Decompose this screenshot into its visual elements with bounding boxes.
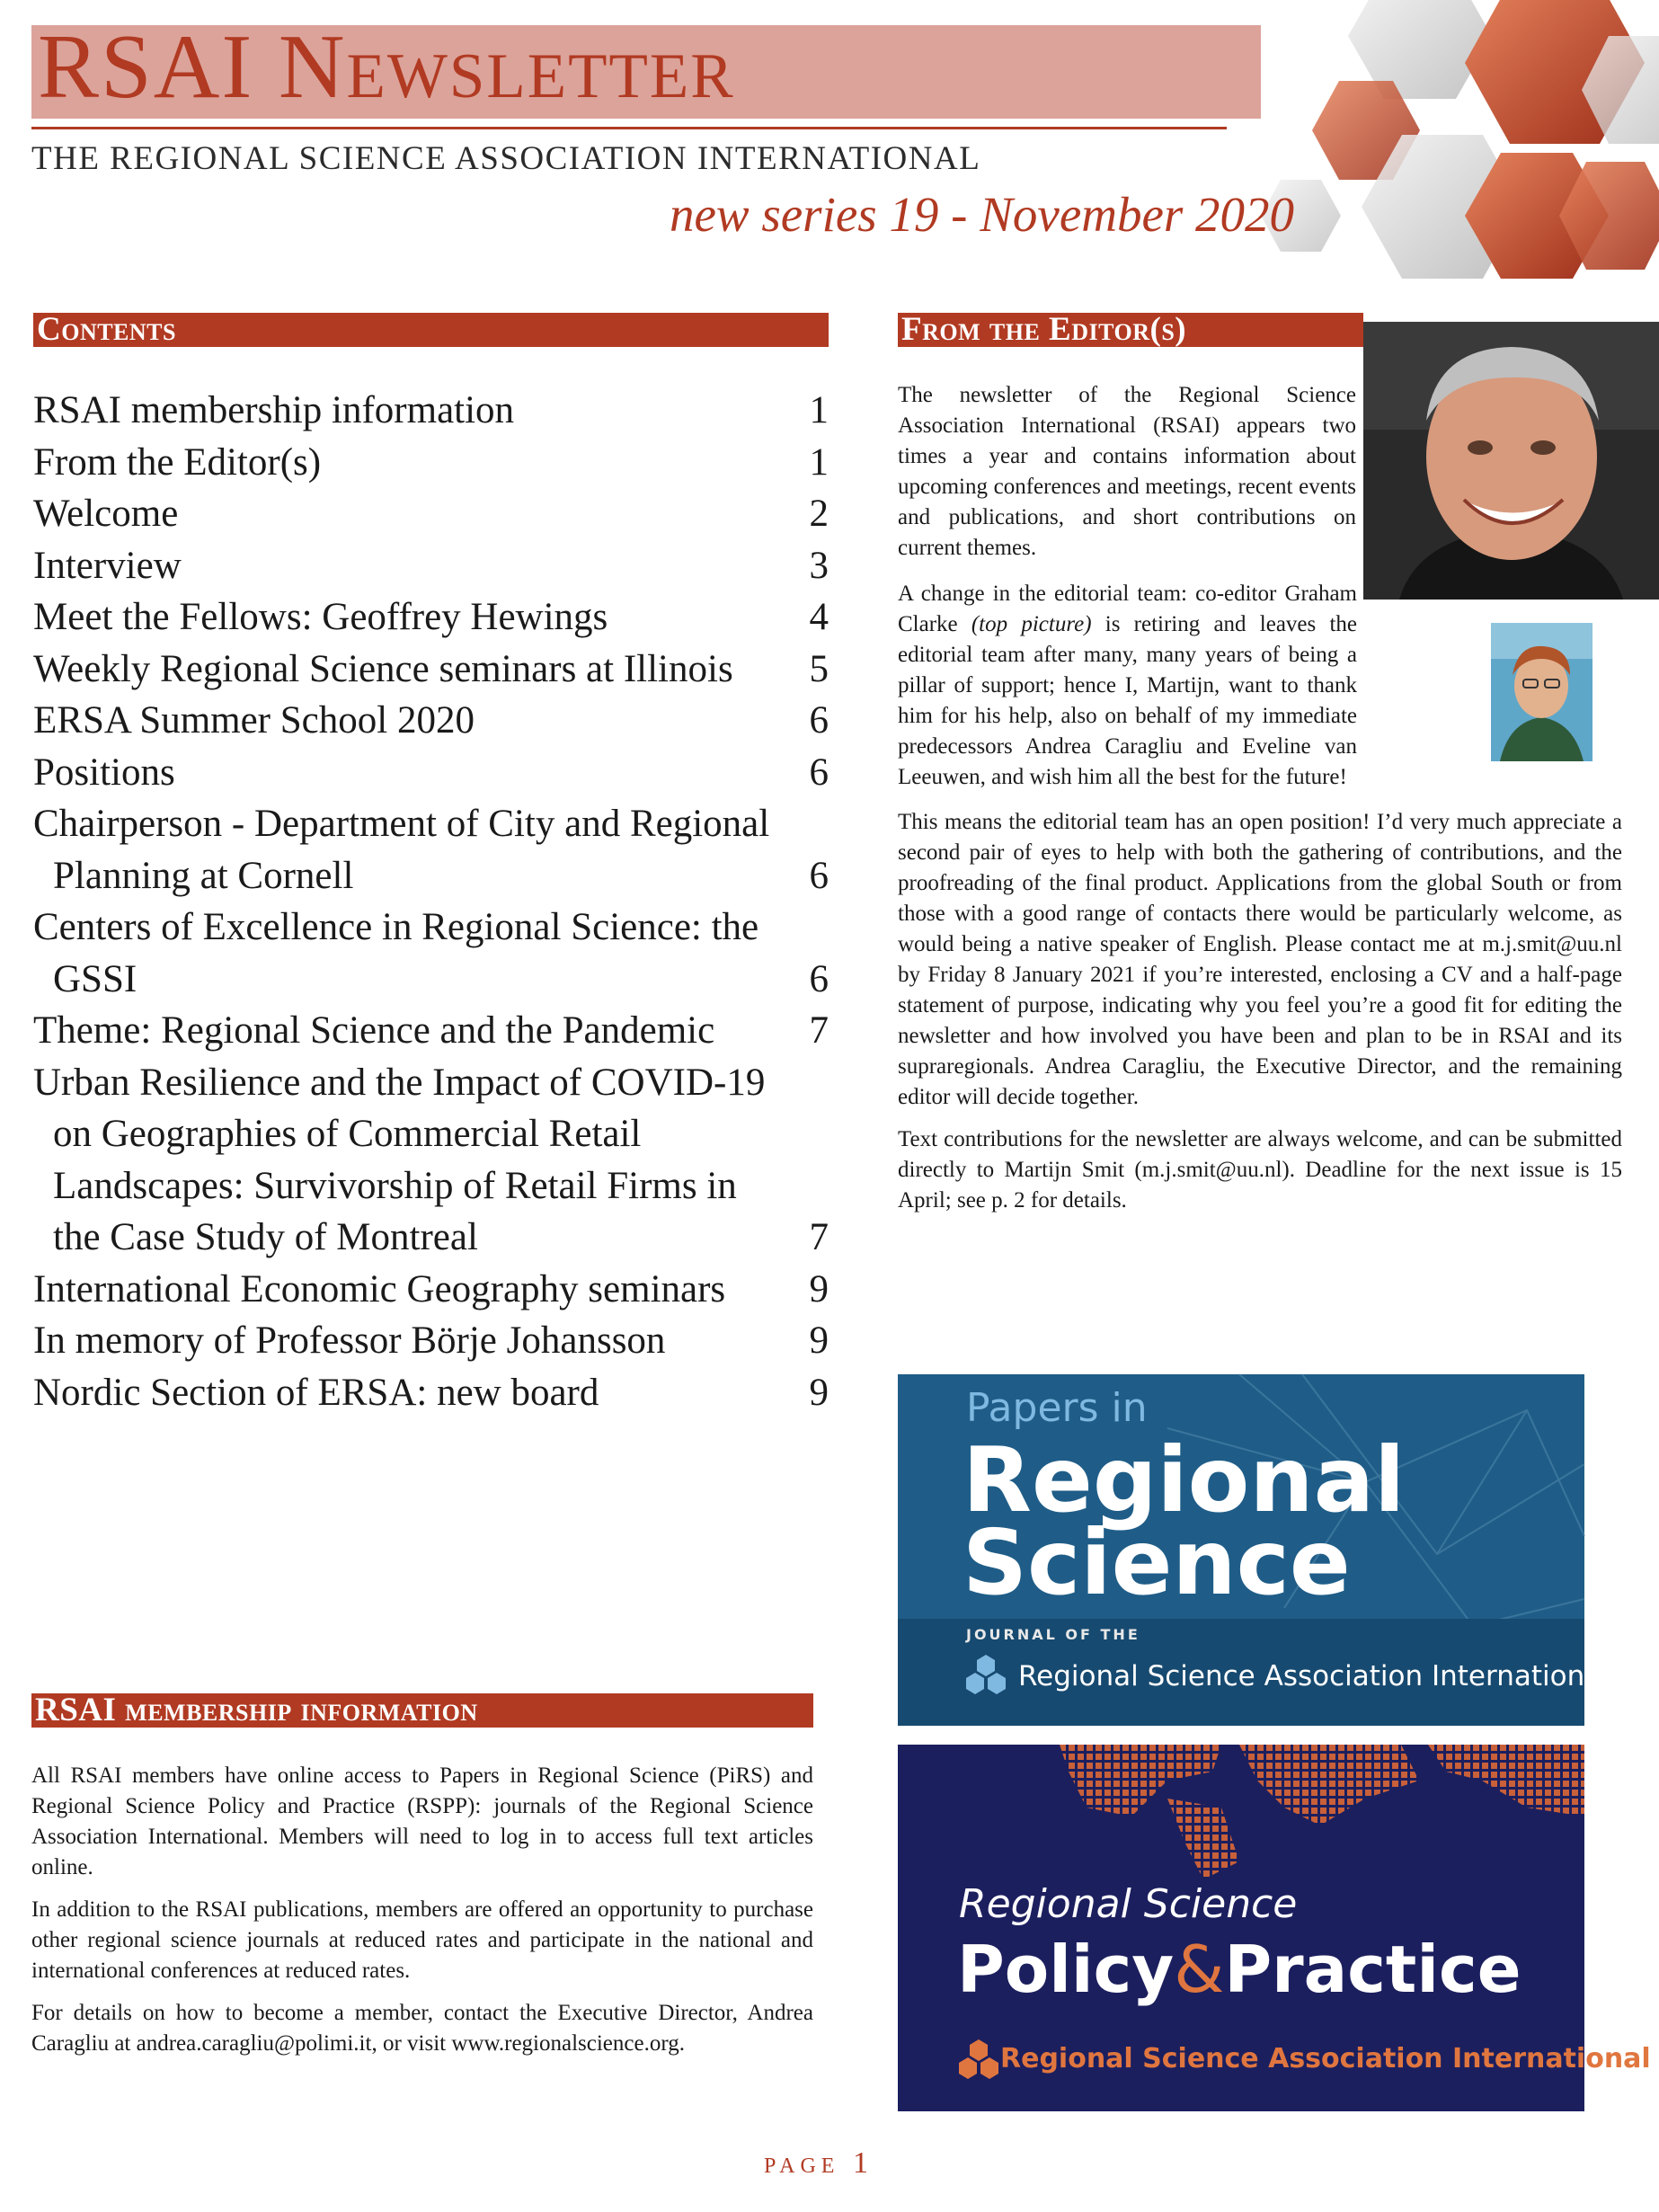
rspp-line1: Regional Science [959,1881,1298,1927]
editor-paragraph-3: This means the editorial team has an open position! I’d very much appreciate a second pair of eyes to help with both the gathering of contributions, and the proofreading of the final product. Applications from the global South or from those with a good range of contacts there would be particularly welcome, as would being a native speaker of English. Please contact me at m.j.smit@uu.nl by Friday 8 January 2021 if you’re interested, enclosing a CV and a half-page statement of purpose, indicating why you feel you’re a good fit for editing the newsletter and how involved you have been and plan to be in RSAI and its supraregionals. Andrea Caragliu, the Executive Director, and the remaining editor will decide together. [898,810,1622,1109]
membership-heading: RSAI membership information [35,1692,478,1728]
pirs-line2: Regional [963,1427,1406,1532]
toc-entry-title: RSAI membership information [33,389,515,431]
toc-entry[interactable] [33,1315,829,1367]
toc-entry-page: 5 [809,647,829,690]
editor-heading-bar [898,313,1363,347]
toc-entry[interactable] [33,488,829,540]
editor-paragraph-2-a: A change in the editorial team: co-editor Graham Clarke [898,582,1357,636]
rspp-journal-cover[interactable] [898,1745,1651,2111]
toc-entry-title: Centers of Excellence in Regional Science: the GSSI [33,906,759,1000]
toc-entry-page: 6 [809,751,829,794]
pirs-line3: Science [963,1510,1351,1615]
rspp-line2c: Practice [1224,1932,1521,2007]
toc-entry-page: 9 [809,1267,829,1310]
toc-entry[interactable] [33,1005,829,1057]
toc-entry[interactable] [33,385,829,437]
toc-entry-title: Chairperson - Department of City and Regional Planning at Cornell [33,803,770,897]
editor-photo-martijn-smit [1491,623,1592,761]
editor-paragraph-4: Text contributions for the newsletter are always welcome, and can be submitted directly to Martijn Smit (m.j.smit@uu.nl). Deadline for the next issue is 15 April; see p. 2 for details. [898,1127,1622,1213]
table-of-contents [33,385,829,1418]
toc-entry[interactable] [33,591,829,644]
toc-entry-title: Positions [33,751,175,794]
toc-entry-title: Nordic Section of ERSA: new board [33,1371,599,1414]
membership-heading-bar [31,1693,813,1728]
toc-entry-title: ERSA Summer School 2020 [33,699,475,742]
toc-entry-page: 2 [809,493,829,535]
rspp-line2b: & [1174,1932,1225,2007]
hexagon-decoration [1276,0,1659,297]
toc-entry[interactable] [33,1367,829,1419]
toc-entry-page: 3 [809,544,829,587]
page-number: page 1 [764,2146,874,2180]
toc-entry-page: 1 [809,440,829,484]
editor-paragraphs-wide [898,807,1622,1228]
masthead-rule [31,127,1227,129]
toc-entry[interactable] [33,437,829,489]
editor-paragraph-1: The newsletter of the Regional Science Association International (RSAI) appears two times a year and contains information about upcoming conferences and meetings, recent events and publications, and short contributions on current themes. [898,383,1356,560]
toc-entry-title: Meet the Fellows: Geoffrey Hewings [33,596,608,638]
membership-paragraph-3: For details on how to become a member, contact the Executive Director, Andrea Caragliu at andrea.caragliu@polimi.it, or visit www.regionalscience.org. [31,2001,813,2056]
toc-entry-page: 9 [809,1371,829,1414]
toc-entry-title: In memory of Professor Börje Johansson [33,1319,666,1362]
association-subtitle: THE REGIONAL SCIENCE ASSOCIATION INTERNATIONAL [31,140,981,177]
toc-entry-page: 7 [809,1009,829,1052]
pirs-line1: Papers in [966,1385,1148,1431]
issue-label: new series 19 - November 2020 [670,187,1295,242]
toc-entry[interactable] [33,1264,829,1316]
rspp-line2a: Policy [957,1932,1175,2007]
editor-paragraph-2-b: is retiring and leaves the editorial team after many, many years of being a pillar of support; hence I, Martijn, want to thank him for his help, also on behalf of my immediate predecessors Andrea Caragliu and Eveline van Leeuwen, and wish him all the best for the future! [898,612,1357,789]
toc-entry-page: 6 [809,957,829,1000]
toc-entry-title: From the Editor(s) [33,440,322,484]
toc-entry[interactable] [33,747,829,799]
membership-text [31,1761,813,2071]
editor-heading: From the Editor(s) [901,311,1187,348]
toc-entry[interactable] [33,644,829,696]
toc-entry-title: Weekly Regional Science seminars at Illinois [33,647,733,690]
toc-entry-title: Urban Resilience and the Impact of COVID-19 on Geographies of Commercial Retail Landscapes: Survivorship of Retail Firms in the Case Study of Montreal [33,1061,766,1258]
pirs-line5: Regional Science Association International [1018,1660,1610,1692]
editor-photo-graham-clarke [1363,322,1659,600]
toc-entry-title: International Economic Geography seminars [33,1267,726,1310]
contents-heading: Contents [37,311,176,348]
toc-entry-page: 9 [809,1319,829,1362]
toc-entry-title: Welcome [33,493,179,535]
toc-entry-page: 4 [809,596,829,638]
toc-entry[interactable] [33,902,829,1005]
toc-entry-page: 6 [809,854,829,897]
rspp-title [957,1932,1521,2007]
toc-entry-title: Interview [33,544,182,587]
toc-entry-page: 7 [809,1216,829,1258]
pirs-line4: JOURNAL OF THE [966,1626,1140,1643]
toc-entry[interactable] [33,1057,829,1264]
toc-entry[interactable] [33,695,829,747]
toc-entry[interactable] [33,798,829,902]
toc-entry-title: Theme: Regional Science and the Pandemic [33,1009,715,1052]
membership-paragraph-2: In addition to the RSAI publications, members are offered an opportunity to purchase other regional science journals at reduced rates and participate in the national and international conferences at reduced rates. [31,1897,813,1983]
toc-entry-page: 1 [809,389,829,431]
toc-entry[interactable] [33,540,829,592]
pirs-rsai-logo-icon [966,1653,1006,1698]
title-rsai: RSAI [38,16,254,118]
editor-paragraph-2-top [898,579,1357,793]
contents-heading-bar [33,313,829,347]
pirs-journal-cover[interactable] [898,1374,1610,1726]
rspp-line3: Regional Science Association International [1000,2043,1651,2074]
rspp-rsai-logo-icon [959,2038,998,2083]
toc-entry-page: 6 [809,699,829,742]
editor-paragraph-2-italic: (top picture) [971,612,1092,636]
membership-paragraph-1: All RSAI members have online access to Papers in Regional Science (PiRS) and Regional Science Policy and Practice (RSPP): journals of the Regional Science Association International. Members will need to log in to access full text articles online. [31,1763,813,1879]
newsletter-title [38,13,735,122]
title-newsletter: Newsletter [278,16,735,118]
